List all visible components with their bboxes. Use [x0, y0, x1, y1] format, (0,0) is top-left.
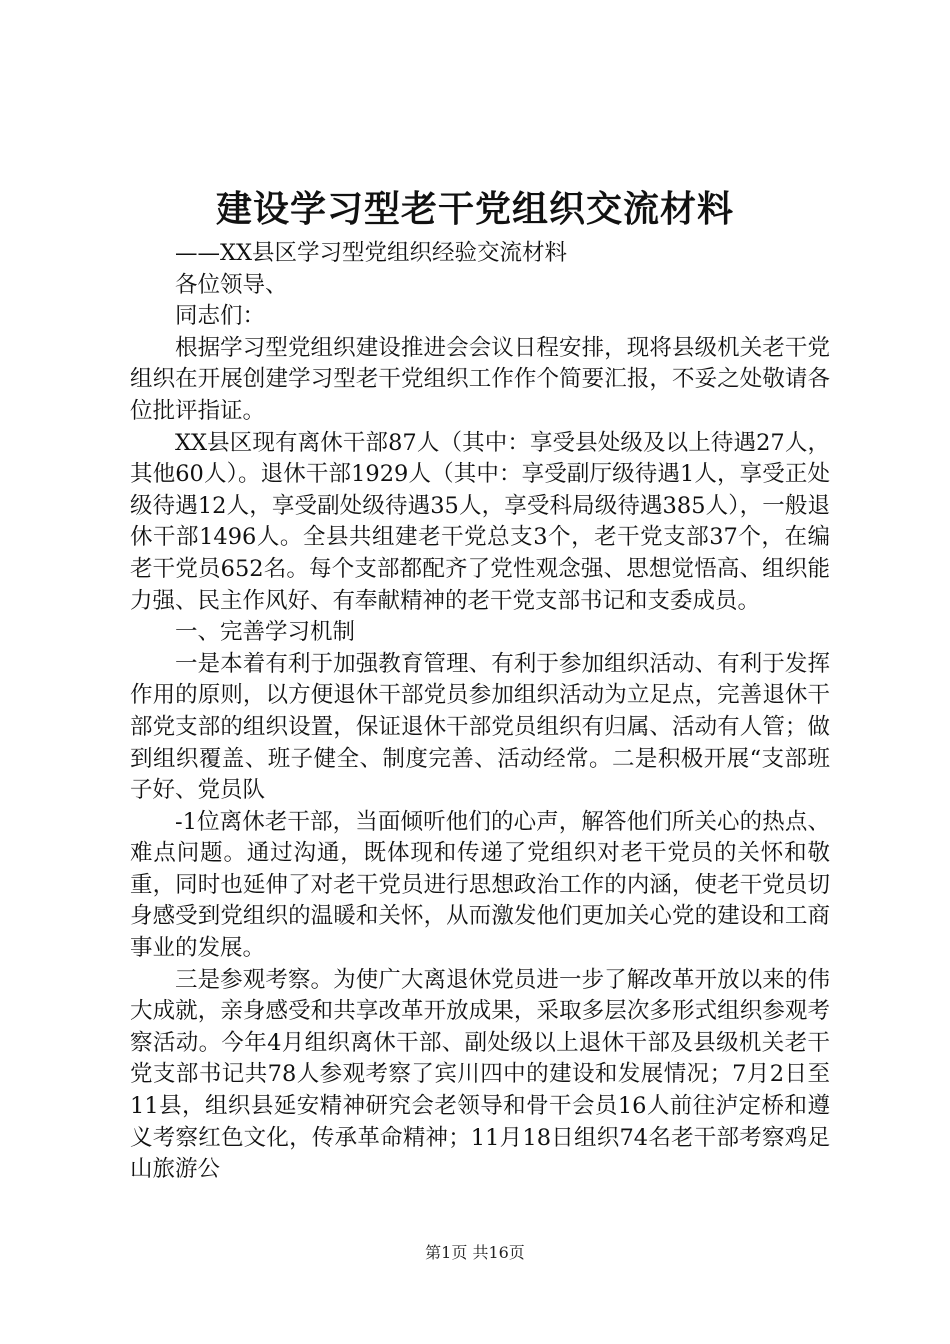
paragraph-visits: -1位离休老干部，当面倾听他们的心声，解答他们所关心的热点、难点问题。通过沟通，既体现和传递了党组织对老干党员的关怀和敬重，同时也延伸了对老干党员进行思想政治工作的内涵，使老干党员切身感受到党组织的温暖和关怀，从而激发他们更加关心党的建设和工商事业的发展。: [130, 808, 830, 962]
page-number: 第1页 共16页: [425, 1243, 525, 1262]
paragraph-mechanism: 一是本着有利于加强教育管理、有利于参加组织活动、有利于发挥作用的原则，以方便退休干部党员参加组织活动为立足点，完善退休干部党支部的组织设置，保证退休干部党员组织有归属、活动有人管；做到组织覆盖、班子健全、制度完善、活动经常。二是积极开展“支部班子好、党员队: [130, 650, 830, 804]
paragraph-statistics: XX县区现有离休干部87人（其中：享受县处级及以上待遇27人，其他60人）。退休干部1929人（其中：享受副厅级待遇1人，享受正处级待遇12人，享受副处级待遇35人，享受科局级待遇385人），一般退休干部1496人。全县共组建老干党总支3个，老干党支部37个，在编老干党员652名。每个支部都配齐了党性观念强、思想觉悟高、组织能力强、民主作风好、有奉献精神的老干党支部书记和支委成员。: [130, 429, 830, 614]
document-subtitle: ——XX县区学习型党组织经验交流材料: [175, 240, 568, 266]
paragraph-inspection: 三是参观考察。为使广大离退休党员进一步了解改革开放以来的伟大成就，亲身感受和共享改革开放成果，采取多层次多形式组织参观考察活动。今年4月组织离休干部、副处级以上退休干部及县级机关老干党支部书记共78人参观考察了宾川四中的建设和发展情况；7月2日至11县，组织县延安精神研究会老领导和骨干会员16人前往泸定桥和遵义考察红色文化，传承革命精神；11月18日组织74名老干部考察鸡足山旅游公: [130, 966, 830, 1183]
salutation-line-2: 同志们：: [175, 303, 266, 330]
salutation-line-1: 各位领导、: [175, 271, 288, 298]
document-title: 建设学习型老干党组织交流材料: [215, 188, 734, 230]
paragraph-intro: 根据学习型党组织建设推进会会议日程安排，现将县级机关老干党组织在开展创建学习型老干党组织工作作个简要汇报，不妥之处敬请各位批评指证。: [130, 334, 830, 424]
section-heading: 一、完善学习机制: [175, 619, 356, 646]
document-body: [130, 238, 830, 1186]
